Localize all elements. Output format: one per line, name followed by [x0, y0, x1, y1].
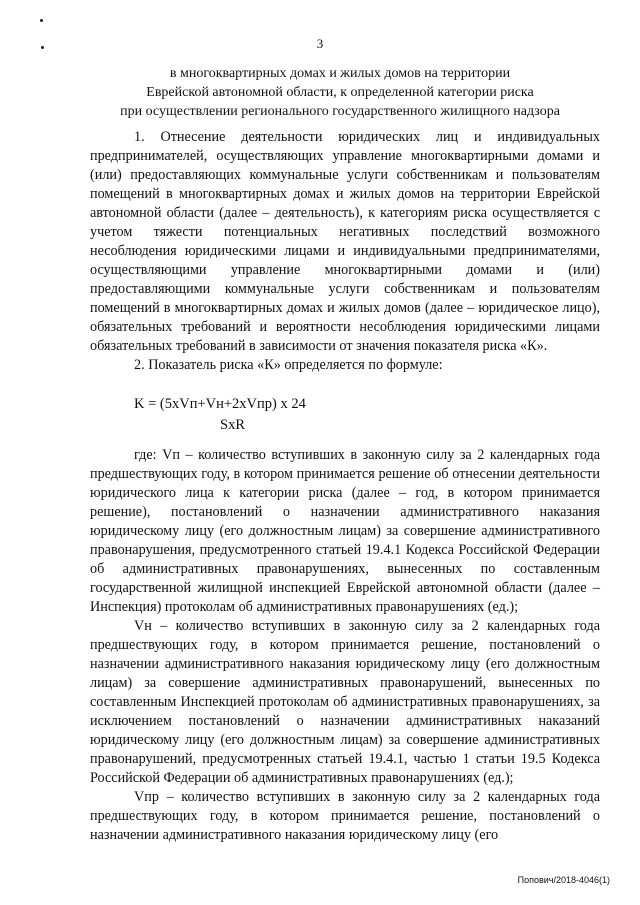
section-title	[60, 64, 620, 121]
definition-vp: где: Vп – количество вступивших в законную силу за 2 календарных года предшествующих году, в котором принимается решение об отнесении деятельности юридического лица к категории риска (далее – год, в котором принимается решение), постановлений о назначении административного наказания юридическому лицу (его должностным лицам) за совершение административного правонарушения, предусмотренного статьей 19.4.1 Кодекса Российской Федерации об административных правонарушениях, вынесенных по составленным государственной жилищной инспекцией Еврейской автономной области (далее – Инспекция) протоколам об административных правонарушениях (ед.);	[90, 447, 600, 615]
paragraph-2: 2. Показатель риска «К» определяется по формуле:	[134, 357, 443, 373]
formula-denominator: SxR	[220, 417, 245, 433]
title-line: при осуществлении регионального государственного жилищного надзора	[120, 104, 560, 119]
risk-formula	[134, 394, 306, 436]
formula-numerator: K = (5xVп+Vн+2xVпр) x 24	[134, 396, 306, 412]
paragraph-1: 1. Отнесение деятельности юридических лиц и индивидуальных предпринимателей, осуществляющих управление многоквартирными домами и (или) предоставляющих коммунальные услуги собственникам и пользователям помещений в многоквартирных домах и жилых домов на территории Еврейской автономной области (далее – деятельность), к категориям риска осуществляется с учетом тяжести потенциальных негативных последствий возможного несоблюдения юридическими лицами и индивидуальными предпринимателями, осуществляющими управление многоквартирными домами и (или) предоставляющими коммунальные услуги собственникам и пользователям помещений в многоквартирных домах и жилых домов (далее – юридическое лицо), обязательных требований и вероятности несоблюдения юридическими лицами обязательных требований в зависимости от значения показателя риска «К».	[90, 129, 600, 354]
definitions-text	[90, 446, 600, 845]
title-line: в многоквартирных домах и жилых домов на территории	[169, 66, 511, 81]
scan-mark	[40, 19, 43, 22]
footer-code: Попович/2018-4046(1)	[517, 875, 610, 885]
page-number: 3	[316, 36, 324, 51]
definition-vpr: Vпр – количество вступивших в законную силу за 2 календарных года предшествующих году, в котором принимается решение, постановлений о назначении административного наказания юридическому лицу (его	[90, 789, 600, 843]
body-text	[90, 128, 600, 375]
title-line: Еврейской автономной области, к определенной категории риска	[146, 85, 534, 100]
definition-vn: Vн – количество вступивших в законную силу за 2 календарных года предшествующих году, в котором принимается решение, постановлений о назначении административного наказания юридическому лицу (его должностным лицам) за совершение административных правонарушений, вынесенных по составленным Инспекцией протоколам об административных правонарушениях, за исключением постановлений о назначении административных наказаний юридическому лицу (его должностным лицам) за совершение административных правонарушений, предусмотренных статьей 19.4.1, частью 1 статьи 19.5 Кодекса Российской Федерации об административных правонарушениях (ед.);	[90, 618, 600, 786]
